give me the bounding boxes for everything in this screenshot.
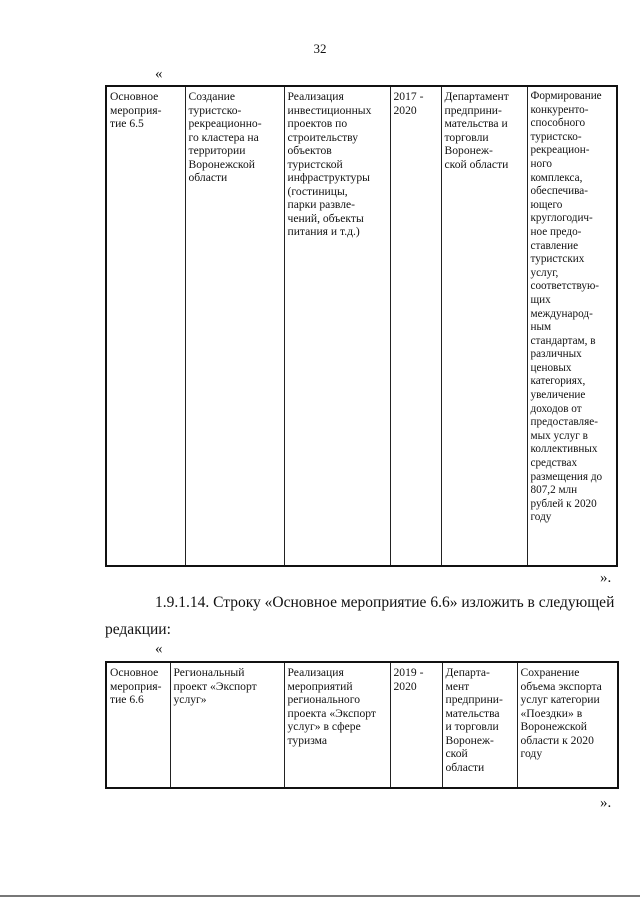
- table-cell-period: 2017 - 2020: [390, 86, 441, 566]
- table-cell-content: Реализация инвестиционных проектов по строительству объектов туристской инфраструктуры (гостиницы, парки развле- чений, объекты питания и т.д.): [284, 86, 390, 566]
- table-row: [106, 86, 617, 566]
- table-cell-period: 2019 - 2020: [390, 662, 442, 788]
- amendment-paragraph-line-1: 1.9.1.14. Строку «Основное мероприятие 6.6» изложить в следующей: [155, 594, 615, 611]
- closing-quote-2: ».: [600, 795, 612, 811]
- table-cell-measure: Основное мероприя- тие 6.6: [106, 662, 170, 788]
- table-cell-content: Реализация мероприятий регионального проекта «Экспорт услуг» в сфере туризма: [284, 662, 390, 788]
- opening-quote-2: «: [155, 641, 163, 657]
- table-row: [106, 662, 618, 788]
- table-cell-result: Сохранение объема экспорта услуг категории «Поездки» в Воронежской области к 2020 году: [517, 662, 618, 788]
- opening-quote-1: «: [155, 66, 163, 82]
- table-cell-name: Региональный проект «Экспорт услуг»: [170, 662, 284, 788]
- page-bottom-edge: [0, 895, 640, 897]
- table-cell-executor: Департамент предприни- мательства и торговли Воронеж- ской области: [441, 86, 527, 566]
- table-cell-name: Создание туристско- рекреационно- го кластера на территории Воронежской области: [185, 86, 284, 566]
- amendment-paragraph-line-2: редакции:: [105, 621, 171, 638]
- table-cell-executor: Департа- мент предприни- мательства и торговли Воронеж- ской области: [442, 662, 517, 788]
- table-cell-measure: Основное мероприя- тие 6.5: [106, 86, 185, 566]
- measure-table-6-6: [105, 661, 619, 789]
- closing-quote-1: ».: [600, 570, 612, 586]
- page-number: 32: [313, 41, 327, 56]
- measure-table-6-5: [105, 85, 618, 567]
- table-cell-result: Формирование конкуренто- способного туристско- рекреацион- ного комплекса, обеспечива- ющего круглогодич- ное предо- ставление туристских услуг, соответствую- щих международ- ным стандартам, в различных ценовых категориях, увеличение доходов от предоставляе- мых услуг в коллективных средствах размещения до 807,2 млн рублей к 2020 году: [527, 86, 617, 566]
